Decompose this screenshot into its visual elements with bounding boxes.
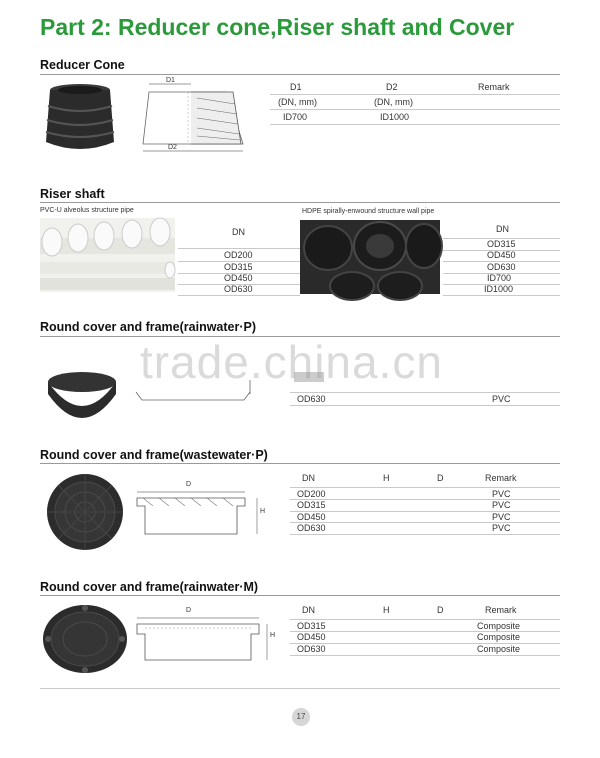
table-cell: OD450 bbox=[487, 250, 516, 260]
hdpe-pipe-caption: HDPE spirally-enwound structure wall pipe bbox=[302, 208, 435, 215]
col-header-h: H bbox=[383, 473, 390, 483]
table-cell: PVC bbox=[492, 523, 511, 533]
reducer-cone-title: Reducer Cone bbox=[40, 58, 125, 72]
section-divider bbox=[40, 463, 560, 464]
col-header-dn: DN bbox=[302, 605, 315, 615]
wastewater-p-drawing bbox=[133, 480, 273, 550]
table-cell: PVC bbox=[492, 394, 511, 404]
drawing-label-h: H bbox=[270, 632, 276, 639]
table-cell: OD450 bbox=[224, 273, 253, 283]
table-cell: OD630 bbox=[487, 262, 516, 272]
col-header-dn: DN bbox=[302, 473, 315, 483]
drawing-label-d: D bbox=[186, 607, 192, 614]
riser-shaft-title: Riser shaft bbox=[40, 187, 105, 201]
col-header-d2: D2 bbox=[386, 82, 398, 92]
table-rule bbox=[290, 392, 560, 393]
table-cell: OD630 bbox=[297, 394, 326, 404]
reducer-cone-drawing bbox=[133, 78, 263, 158]
table-cell: PVC bbox=[492, 489, 511, 499]
col-header-remark: Remark bbox=[485, 473, 517, 483]
hdpe-pipe-photo bbox=[300, 220, 440, 294]
col-header-d1: D1 bbox=[290, 82, 302, 92]
rainwater-m-drawing bbox=[133, 612, 278, 672]
table-cell: OD315 bbox=[487, 239, 516, 249]
table-cell: OD630 bbox=[297, 644, 326, 654]
unit-d2: (DN, mm) bbox=[374, 97, 413, 107]
table-cell: OD630 bbox=[224, 284, 253, 294]
section-divider bbox=[40, 74, 560, 75]
hdpe-col-header-dn: DN bbox=[496, 224, 509, 234]
page-number: 17 bbox=[292, 708, 310, 726]
table-cell: PVC bbox=[492, 500, 511, 510]
table-rule bbox=[290, 487, 560, 488]
wastewater-p-cover-photo bbox=[40, 472, 130, 552]
drawing-label-d: D bbox=[186, 481, 192, 488]
col-header-d: D bbox=[437, 605, 444, 615]
col-header-remark: Remark bbox=[478, 82, 510, 92]
table-rule bbox=[290, 511, 560, 512]
table-cell: OD630 bbox=[297, 523, 326, 533]
table-cell: OD450 bbox=[297, 512, 326, 522]
table-cell: OD315 bbox=[224, 262, 253, 272]
table-cell: OD315 bbox=[297, 621, 326, 631]
table-rule bbox=[443, 295, 560, 296]
table-cell: ID1000 bbox=[484, 284, 514, 294]
watermark: trade.china.cn bbox=[140, 336, 443, 388]
col-header-remark: Remark bbox=[485, 605, 517, 615]
rainwater-m-title: Round cover and frame(rainwater·M) bbox=[40, 580, 259, 594]
table-rule bbox=[270, 124, 560, 125]
table-rule bbox=[270, 94, 560, 95]
section-divider bbox=[40, 595, 560, 596]
drawing-label-d1: D1 bbox=[166, 77, 175, 84]
table-cell: Composite bbox=[477, 621, 521, 631]
table-rule bbox=[290, 522, 560, 523]
table-rule bbox=[290, 619, 560, 620]
table-rule bbox=[290, 499, 560, 500]
table-cell: OD450 bbox=[297, 632, 326, 642]
table-rule bbox=[290, 655, 560, 656]
table-rule bbox=[178, 248, 300, 249]
table-rule bbox=[178, 295, 300, 296]
pvc-col-header-dn: DN bbox=[232, 227, 245, 237]
rainwater-p-title: Round cover and frame(rainwater·P) bbox=[40, 320, 257, 334]
section-divider bbox=[40, 202, 560, 203]
table-cell: Composite bbox=[477, 632, 521, 642]
page-title: Part 2: Reducer cone,Riser shaft and Cover bbox=[40, 14, 515, 40]
col-header-d: D bbox=[437, 473, 444, 483]
table-cell: OD200 bbox=[297, 489, 326, 499]
rainwater-m-cover-photo bbox=[40, 603, 130, 675]
table-rule bbox=[290, 534, 560, 535]
reducer-cone-photo bbox=[40, 82, 120, 154]
table-rule bbox=[270, 109, 560, 110]
table-cell: OD200 bbox=[224, 250, 253, 260]
pvc-pipe-photo bbox=[40, 218, 175, 292]
drawing-label-d2: D2 bbox=[168, 144, 177, 151]
table-cell: OD315 bbox=[297, 500, 326, 510]
footer-divider bbox=[40, 688, 560, 689]
table-cell: PVC bbox=[492, 512, 511, 522]
table-cell: Composite bbox=[477, 644, 521, 654]
table-cell: ID700 bbox=[487, 273, 512, 283]
pvc-pipe-caption: PVC-U alveolus structure pipe bbox=[40, 207, 134, 214]
wastewater-p-title: Round cover and frame(wastewater·P) bbox=[40, 448, 268, 462]
table-rule bbox=[290, 405, 560, 406]
table-cell: ID1000 bbox=[380, 112, 410, 122]
col-header-h: H bbox=[383, 605, 390, 615]
drawing-label-h: H bbox=[260, 508, 266, 515]
table-cell: ID700 bbox=[283, 112, 308, 122]
unit-d1: (DN, mm) bbox=[278, 97, 317, 107]
rainwater-p-cover-photo bbox=[42, 360, 122, 428]
